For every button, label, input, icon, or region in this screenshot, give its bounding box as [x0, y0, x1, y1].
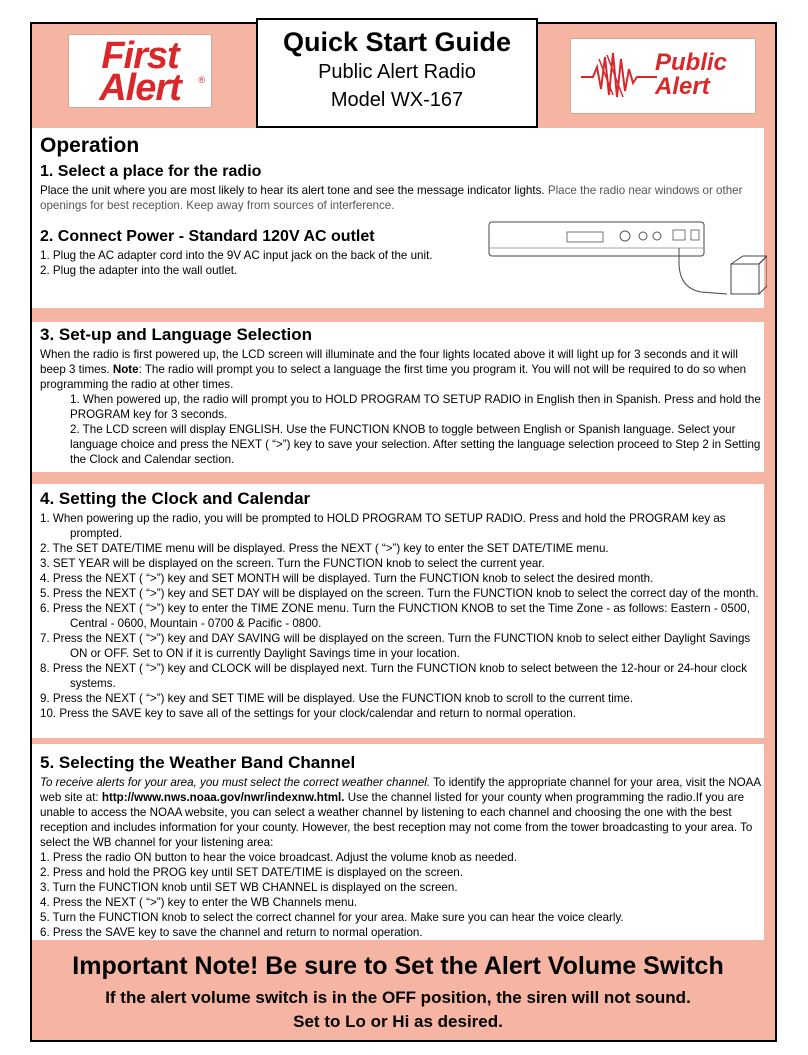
public-alert-logo-line1: Public [655, 49, 728, 76]
section-1-text [40, 183, 764, 213]
operation-heading: Operation [40, 134, 140, 157]
list-item: 3. Turn the FUNCTION knob until SET WB CHANNEL is displayed on the screen. [40, 881, 458, 894]
important-note-title: Important Note! Be sure to Set the Alert Volume Switch [72, 952, 724, 980]
setup-step-1: 1. When powered up, the radio will prompt you to HOLD PROGRAM TO SETUP RADIO in English then in Spanish. Press and hold the PROGRAM key for 3 seconds. [70, 393, 761, 421]
section-3-title: 3. Set-up and Language Selection [40, 325, 313, 344]
section-2-step-1: 1. Plug the AC adapter cord into the 9V AC input jack on the back of the unit. [40, 249, 433, 262]
noaa-link[interactable]: http://www.nws.noaa.gov/nwr/indexnw.html. [101, 791, 345, 804]
title-box [256, 18, 538, 128]
list-item: 4. Press the NEXT ( “>”) key and SET MONTH will be displayed. Turn the FUNCTION knob to select the desired month. [40, 572, 654, 585]
radio-adapter-illustration [487, 218, 767, 308]
list-item: 10. Press the SAVE key to save all of the settings for your clock/calendar and return to normal operation. [40, 707, 576, 720]
section-4-title: 4. Setting the Clock and Calendar [40, 489, 311, 508]
weather-steps [40, 850, 764, 940]
weather-panel [32, 744, 764, 940]
list-item: 1. When powering up the radio, you will be prompted to HOLD PROGRAM TO SETUP RADIO. Press and hold the PROGRAM key as prompted. [40, 512, 726, 540]
model-number: Model WX-167 [330, 89, 464, 111]
list-item: 6. Press the SAVE key to save the channel and return to normal operation. [40, 926, 423, 939]
list-item: 1. Press the radio ON button to hear the voice broadcast. Adjust the volume knob as needed. [40, 851, 517, 864]
list-item: 8. Press the NEXT ( “>”) key and CLOCK will be displayed next. Turn the FUNCTION knob to select between the 12-hour or 24-hour clock systems. [40, 662, 747, 690]
important-note-line-2: Set to Lo or Hi as desired. [293, 1012, 503, 1031]
section-2-step-2: 2. Plug the adapter into the wall outlet. [40, 264, 238, 277]
list-item: 3. SET YEAR will be displayed on the screen. Turn the FUNCTION knob to select the current year. [40, 557, 545, 570]
page-title: Quick Start Guide [282, 27, 512, 57]
setup-intro-a: When the radio is first powered up, the LCD screen will illuminate and the four lights located above it will light up for 3 seconds and it will beep 3 times. [40, 348, 738, 376]
list-item: 5. Turn the FUNCTION knob to select the correct channel for your area. Make sure you can hear the voice clearly. [40, 911, 624, 924]
first-alert-logo-line1: First [101, 35, 179, 77]
section-1-text-b: Place the radio near windows or other openings for best reception. Keep away from sources of interference. [40, 184, 743, 212]
product-name: Public Alert Radio [318, 61, 476, 83]
important-note-line-1: If the alert volume switch is in the OFF position, the siren will not sound. [105, 988, 691, 1007]
setup-intro [40, 347, 764, 392]
weather-intro-italic: To receive alerts for your area, you must select the correct weather channel. [40, 776, 431, 789]
weather-intro [40, 775, 764, 850]
section-2-title: 2. Connect Power - Standard 120V AC outlet [40, 228, 375, 245]
section-1-text-a: Place the unit where you are most likely to hear its alert tone and see the message indicator lights. [40, 184, 545, 197]
first-alert-logo [68, 34, 212, 108]
setup-intro-b: : The radio will prompt you to select a language the first time you program it. You will not will be required to do so when programming the radio at other times. [40, 363, 747, 391]
registered-mark: ® [198, 75, 205, 85]
list-item: 5. Press the NEXT ( “>”) key and SET DAY will be displayed on the screen. Turn the FUNCTION knob to select the correct day of the month. [40, 587, 759, 600]
setup-step-2: 2. The LCD screen will display ENGLISH. Use the FUNCTION KNOB to toggle between English or Spanish language. Select your language choice and press the NEXT ( “>”) key to save your selection. After setting the language selection proceed to Step 2 in Setting the Clock and Calendar section. [70, 423, 761, 466]
clock-steps [40, 511, 764, 721]
weather-intro-a: To identify the appropriate channel for your area, visit the NOAA web site at: [40, 776, 761, 804]
signal-wave-icon [579, 49, 659, 101]
clock-panel [32, 484, 764, 738]
operation-panel [32, 128, 764, 308]
public-alert-logo [570, 38, 756, 114]
list-item: 2. Press and hold the PROG key until SET DATE/TIME is displayed on the screen. [40, 866, 463, 879]
public-alert-logo-line2: Alert [655, 73, 710, 100]
list-item: 6. Press the NEXT ( “>”) key to enter the TIME ZONE menu. Turn the FUNCTION KNOB to set the Time Zone - as follows: Eastern - 0500, Central - 0600, Mountain - 0700 & Pacific - 0800. [40, 602, 750, 630]
list-item: 9. Press the NEXT ( “>”) key and SET TIME will be displayed. Use the FUNCTION knob to scroll to the current time. [40, 692, 634, 705]
list-item: 7. Press the NEXT ( “>”) key and DAY SAVING will be displayed on the screen. Turn the FUNCTION knob to select either Daylight Savings ON or OFF. Set to ON if it is currently Daylight Savings time in your location. [40, 632, 751, 660]
section-5-title: 5. Selecting the Weather Band Channel [40, 753, 356, 772]
list-item: 2. The SET DATE/TIME menu will be displayed. Press the NEXT ( “>”) key to enter the SET DATE/TIME menu. [40, 542, 609, 555]
section-1-title: 1. Select a place for the radio [40, 163, 262, 180]
list-item: 4. Press the NEXT ( “>”) key to enter the WB Channels menu. [40, 896, 358, 909]
weather-intro-b: Use the channel listed for your county when programming the radio.If you are unable to access the NOAA website, you can select a weather channel by listening to each channel and choosing the one with the best reception and includes information for your county. However, the best reception may not come from the tower broadcasting to your area. To select the WB channel for your listening area: [40, 791, 753, 849]
note-label: Note [112, 363, 139, 376]
first-alert-logo-line2: Alert [99, 67, 181, 109]
setup-panel [32, 322, 764, 472]
